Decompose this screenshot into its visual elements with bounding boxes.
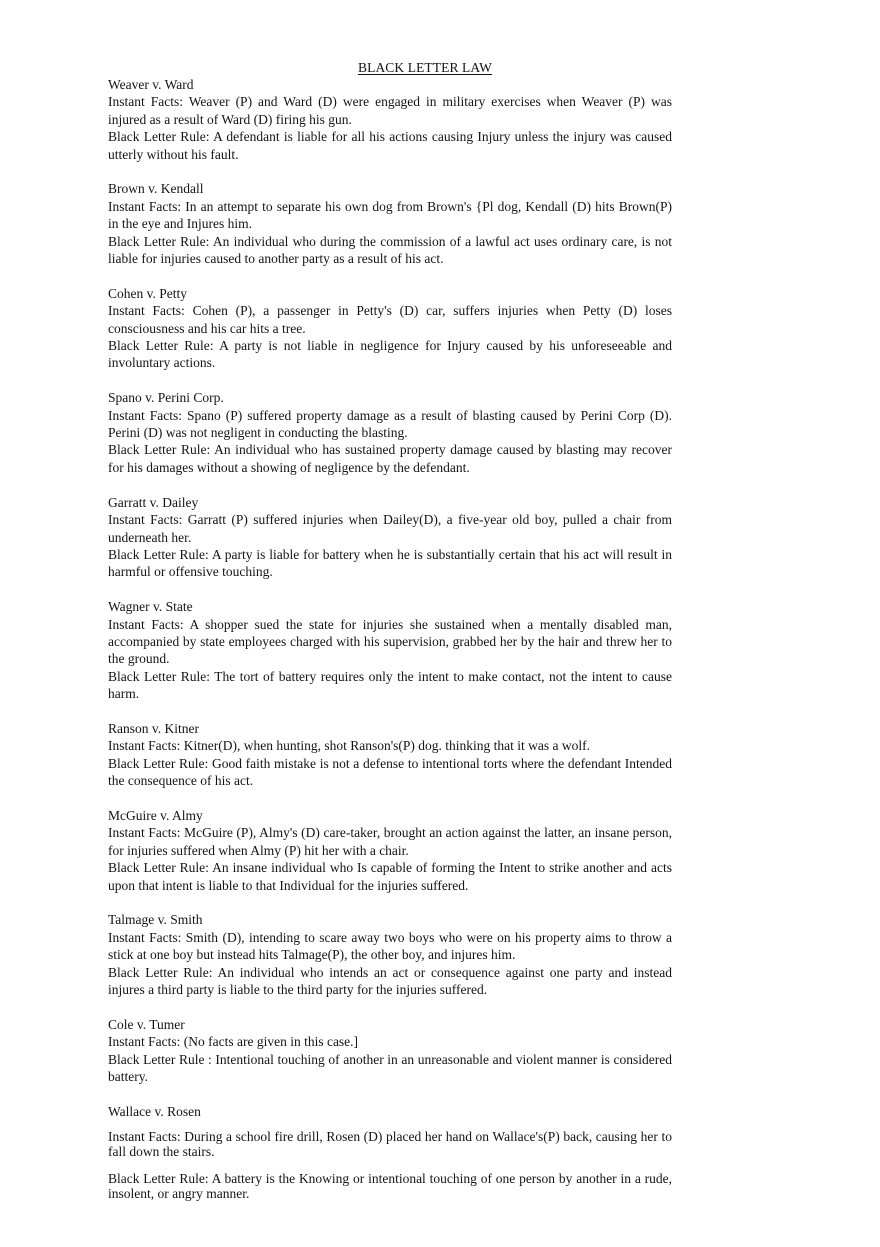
black-letter-rule: Black Letter Rule: A defendant is liable for all his actions causing Injury unless the injury was caused utterly without his fault. <box>108 129 672 162</box>
case-name: Weaver v. Ward <box>108 77 194 92</box>
case-name: Wagner v. State <box>108 599 193 615</box>
case-name: McGuire v. Almy <box>108 807 203 823</box>
case-entry <box>108 720 672 790</box>
black-letter-rule: Black Letter Rule: An individual who intends an act or consequence against one party and instead injures a third party is liable to the third party for the injuries suffered. <box>108 964 672 997</box>
case-entry <box>108 76 672 163</box>
case-entry <box>108 598 672 702</box>
instant-facts: Instant Facts: During a school fire drill, Rosen (D) placed her hand on Wallace's(P) back, causing her to fall down the stairs. <box>108 1129 672 1160</box>
instant-facts: Instant Facts: Kitner(D), when hunting, shot Ranson's(P) dog. thinking that it was a wolf. <box>108 738 591 754</box>
case-entry <box>108 911 672 998</box>
case-entry <box>108 285 672 372</box>
black-letter-rule: Black Letter Rule: An individual who during the commission of a lawful act uses ordinary care, is not liable for injuries caused to another party as a result of his act. <box>108 233 672 267</box>
black-letter-rule: Black Letter Rule: A battery is the Knowing or intentional touching of one person by another in a rude, insolent, or angry manner. <box>108 1171 672 1202</box>
case-name: Cole v. Tumer <box>108 1016 185 1032</box>
black-letter-rule: Black Letter Rule: An insane individual who Is capable of forming the Intent to strike another and acts upon that intent is liable to that Individual for the injuries suffered. <box>108 860 672 893</box>
case-entry <box>108 389 672 476</box>
case-entry <box>108 494 672 581</box>
case-name: Wallace v. Rosen <box>108 1103 201 1119</box>
case-name: Brown v. Kendall <box>108 181 204 197</box>
instant-facts: Instant Facts: In an attempt to separate his own dog from Brown's {Pl dog, Kendall (D) hits Brown(P) in the eye and Injures him. <box>108 198 672 232</box>
black-letter-rule: Black Letter Rule: A party is liable for battery when he is substantially certain that his act will result in harmful or offensive touching. <box>108 546 672 580</box>
case-name: Cohen v. Petty <box>108 285 187 301</box>
case-name: Spano v. Perini Corp. <box>108 390 224 406</box>
black-letter-rule: Black Letter Rule: Good faith mistake is not a defense to intentional torts where the defendant Intended the consequence of his act. <box>108 755 672 789</box>
black-letter-rule: Black Letter Rule : Intentional touching of another in an unreasonable and violent manner is considered battery. <box>108 1051 672 1085</box>
case-name: Talmage v. Smith <box>108 912 203 928</box>
instant-facts: Instant Facts: Spano (P) suffered property damage as a result of blasting caused by Perini Corp (D). Perini (D) was not negligent in conducting the blasting. <box>108 407 672 441</box>
black-letter-rule: Black Letter Rule: A party is not liable in negligence for Injury caused by his unforeseeable and involuntary actions. <box>108 338 672 371</box>
black-letter-rule: Black Letter Rule: An individual who has sustained property damage caused by blasting may recover for his damages without a showing of negligence by the defendant. <box>108 442 672 475</box>
case-entry <box>108 180 672 267</box>
case-list <box>108 76 672 1219</box>
case-entry <box>108 1103 672 1201</box>
instant-facts: Instant Facts: McGuire (P), Almy's (D) care-taker, brought an action against the latter, an insane person, for injuries suffered when Almy (P) hit her with a chair. <box>108 825 672 858</box>
document-title: BLACK LETTER LAW <box>358 60 492 75</box>
instant-facts: Instant Facts: Smith (D), intending to scare away two boys who were on his property aims to throw a stick at one boy but instead hits Talmage(P), the other boy, and injures him. <box>108 929 672 963</box>
case-name: Garratt v. Dailey <box>108 494 199 510</box>
case-entry <box>108 1016 672 1086</box>
instant-facts: Instant Facts: Weaver (P) and Ward (D) were engaged in military exercises when Weaver (P) was injured as a result of Ward (D) firing his gun. <box>108 94 672 127</box>
instant-facts: Instant Facts: A shopper sued the state for injuries she sustained when a mentally disabled man, accompanied by state employees charged with his supervision, grabbed her by the hair and threw her to the ground. <box>108 616 672 667</box>
black-letter-rule: Black Letter Rule: The tort of battery requires only the intent to make contact, not the intent to cause harm. <box>108 668 672 702</box>
instant-facts: Instant Facts: Garratt (P) suffered injuries when Dailey(D), a five-year old boy, pulled a chair from underneath her. <box>108 512 672 545</box>
instant-facts: Instant Facts: Cohen (P), a passenger in Petty's (D) car, suffers injuries when Petty (D) loses consciousness and his car hits a tree. <box>108 303 672 336</box>
case-entry <box>108 807 672 894</box>
case-name: Ranson v. Kitner <box>108 720 199 736</box>
instant-facts: Instant Facts: (No facts are given in this case.] <box>108 1034 359 1050</box>
